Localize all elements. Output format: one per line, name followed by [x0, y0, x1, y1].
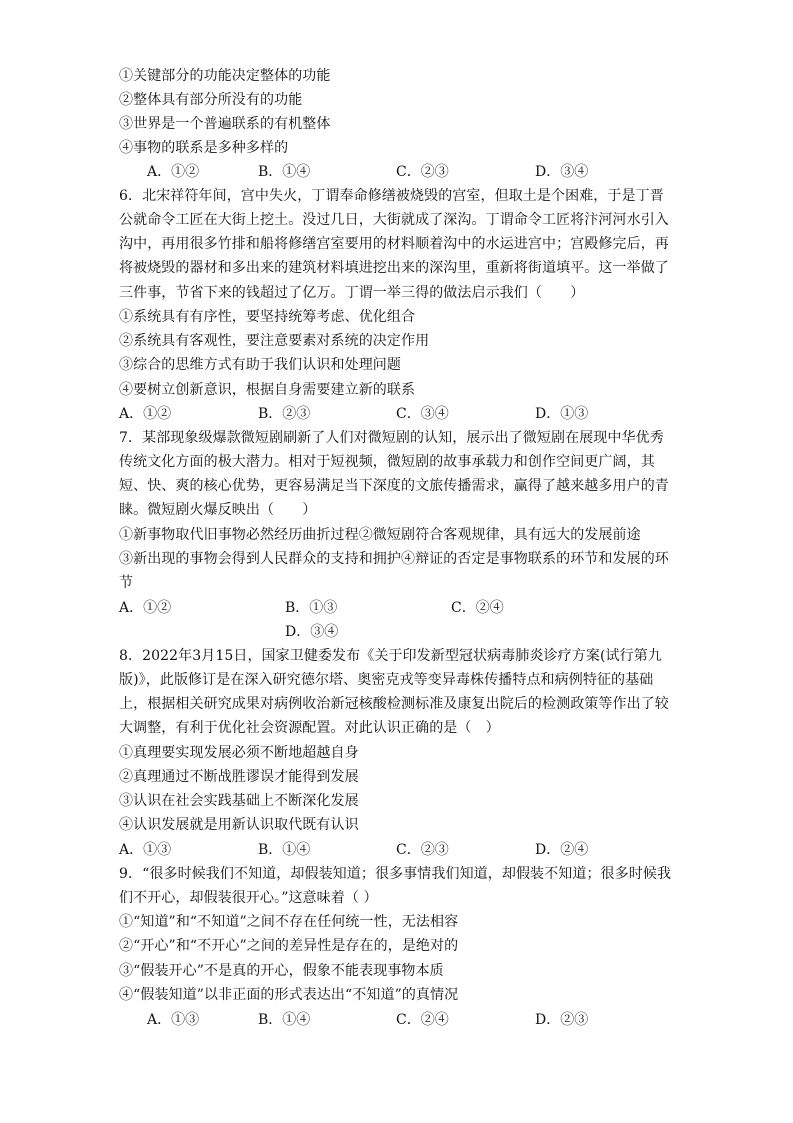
q6-option-b: B．②③	[258, 406, 311, 422]
q6-item-1: ①系统具有有序性，要坚持统筹考虑、优化组合	[119, 309, 416, 325]
q7-option-c: C．②④	[451, 600, 504, 616]
q9-option-d: D．②③	[535, 1012, 589, 1028]
q8-option-b: B．①④	[258, 842, 311, 858]
q6-item-3: ③综合的思维方式有助于我们认识和处理问题	[119, 357, 401, 373]
q9-stem-line-1: 9．“很多时候我们不知道，却假装知道；很多事情我们知道，却假装不知道；很多时候我	[119, 866, 672, 882]
q8-item-1: ①真理要实现发展必须不断地超越自身	[119, 745, 359, 761]
q9-item-3: ③“假装开心”不是真的开心，假象不能表现事物本质	[119, 963, 444, 979]
q8-item-4: ④认识发展就是用新认识取代既有认识	[119, 817, 359, 833]
q8-stem-line-3: 上，根据相关研究成果对病例收治新冠核酸检测标准及康复出院后的检测政策等作出了较	[119, 696, 669, 712]
q6-stem-line-4: 将被烧毁的器材和多出来的建筑材料填进挖出来的深沟里，重新将街道填平。这一举做了	[119, 260, 669, 276]
q5-option-c: C．②③	[396, 164, 449, 180]
q8-option-c: C．②③	[396, 842, 449, 858]
q8-stem-line-2: 版)》，此版修订是在深入研究德尔塔、奥密克戎等变异毒株传播特点和病例特征的基础	[119, 672, 654, 688]
q7-stem-line-2: 传统文化方面的极大潜力。相对于短视频，微短剧的故事承载力和创作空间更广阔，其	[119, 454, 655, 470]
q5-option-b: B．①④	[258, 164, 311, 180]
q6-option-d: D．①③	[535, 406, 589, 422]
q7-item-line-2: ③新出现的事物会得到人民群众的支持和拥护④辩证的否定是事物联系的环节和发展的环	[119, 551, 669, 567]
q7-option-b: B．①③	[285, 600, 338, 616]
q7-item-line-3: 节	[119, 575, 134, 591]
q5-item-4: ④事物的联系是多种多样的	[119, 140, 289, 156]
q5-option-d: D．③④	[535, 164, 589, 180]
q7-item-line-1: ①新事物取代旧事物必然经历曲折过程②微短剧符合客观规律，具有远大的发展前途	[119, 527, 641, 543]
q7-option-d: D．③④	[285, 624, 339, 640]
q9-option-c: C．②④	[396, 1012, 449, 1028]
q8-item-2: ②真理通过不断战胜谬误才能得到发展	[119, 769, 359, 785]
q8-item-3: ③认识在社会实践基础上不断深化发展	[119, 793, 359, 809]
q5-option-a: A．①②	[147, 164, 200, 180]
q5-item-1: ①关键部分的功能决定整体的功能	[119, 68, 331, 84]
q7-option-a: A．①②	[119, 600, 172, 616]
q9-item-4: ④“假装知道”以非正面的形式表达出“不知道”的真情况	[119, 987, 459, 1003]
q5-item-3: ③世界是一个普遍联系的有机整体	[119, 116, 331, 132]
q7-stem-line-1: 7．某部现象级爆款微短剧刷新了人们对微短剧的认知，展示出了微短剧在展现中华优秀	[119, 430, 664, 446]
q9-item-2: ②“开心”和“不开心”之间的差异性是存在的，是绝对的	[119, 938, 459, 954]
q8-stem-line-1: 8．2022年3月15日，国家卫健委发布《关于印发新型冠状病毒肺炎诊疗方案(试行第九	[119, 648, 662, 664]
q6-stem-line-3: 沟中，再用很多竹排和船将修缮宫室要用的材料顺着沟中的水运进宫中；宫殿修完后，再	[119, 236, 669, 252]
q9-option-b: B．①④	[258, 1012, 311, 1028]
q9-stem-line-2: 们不开心，却假装很开心。”这意味着（ ）	[119, 890, 378, 906]
q6-option-a: A．①②	[119, 406, 172, 422]
q6-stem-line-1: 6．北宋祥符年间，宫中失火，丁谓奉命修缮被烧毁的宫室，但取土是个困难，于是丁晋	[119, 188, 664, 204]
q6-stem-line-5: 三件事，节省下来的钱超过了亿万。丁谓一举三得的做法启示我们（ ）	[119, 285, 585, 301]
q6-stem-line-2: 公就命令工匠在大街上挖土。没过几日，大街就成了深沟。丁谓命令工匠将汴河河水引入	[119, 212, 669, 228]
q7-stem-line-3: 短、快、爽的核心优势，更容易满足当下深度的文旅传播需求，赢得了越来越多用户的青	[119, 478, 669, 494]
q7-stem-line-4: 睐。微短剧火爆反映出（ ）	[119, 502, 317, 518]
q9-item-1: ①“知道”和“不知道”之间不存在任何统一性，无法相容	[119, 914, 459, 930]
q6-item-4: ④要树立创新意识，根据自身需要建立新的联系	[119, 382, 416, 398]
q8-option-d: D．②④	[535, 842, 589, 858]
q6-item-2: ②系统具有客观性，要注意要素对系统的决定作用	[119, 333, 430, 349]
q8-option-a: A．①③	[119, 842, 172, 858]
q6-option-c: C．③④	[396, 406, 449, 422]
q9-option-a: A．①③	[147, 1012, 200, 1028]
q8-stem-line-4: 大调整，有利于优化社会资源配置。对此认识正确的是（ ）	[119, 720, 500, 736]
q5-item-2: ②整体具有部分所没有的功能	[119, 92, 303, 108]
